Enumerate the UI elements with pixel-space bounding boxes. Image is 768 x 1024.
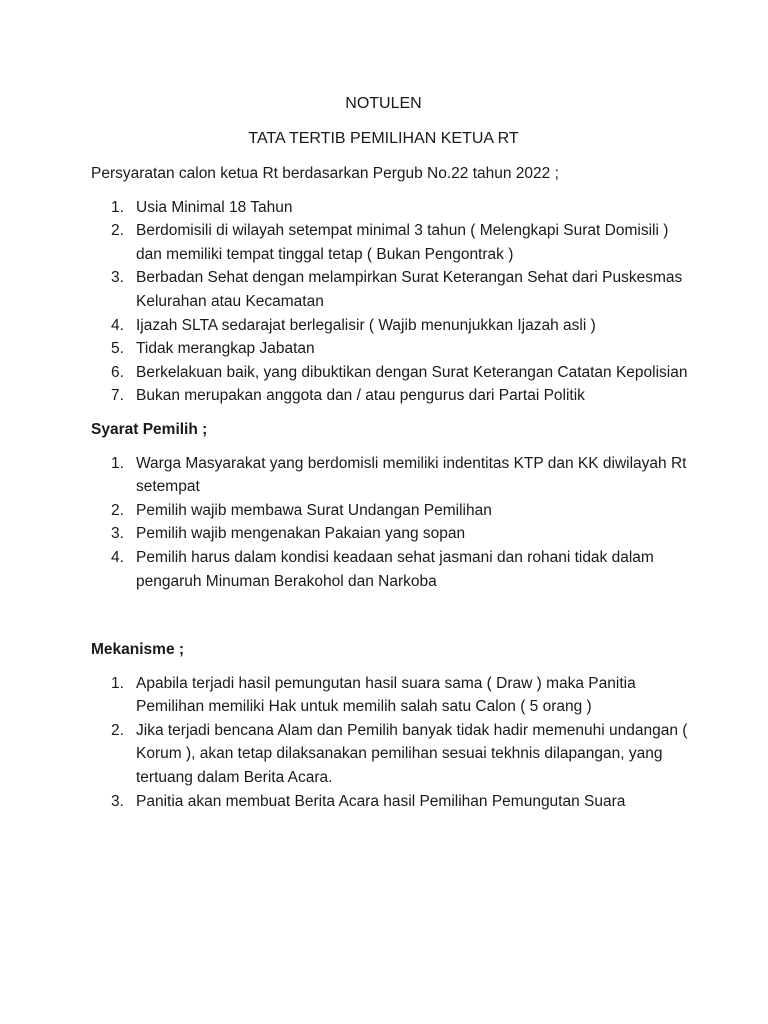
list-item-text: Pemilih harus dalam kondisi keadaan sehat jasmani dan rohani tidak dalam pengaruh Minuman Berakohol dan Narkoba (136, 548, 654, 590)
list-item (91, 314, 691, 338)
list-item-text: Usia Minimal 18 Tahun (136, 198, 293, 216)
voter-requirements-list (91, 452, 691, 594)
list-number: 2. (111, 721, 124, 739)
list-item (91, 522, 691, 546)
list-number: 4. (111, 316, 124, 334)
document-title: NOTULEN (345, 95, 422, 112)
list-number: 4. (111, 548, 124, 566)
list-number: 7. (111, 387, 124, 405)
list-item-text: Jika terjadi bencana Alam dan Pemilih banyak tidak hadir memenuhi undangan ( Korum ), akan tetap dilaksanakan pemilihan sesuai tekhnis dilapangan, yang tertuang dalam Berita Acara. (136, 721, 688, 787)
voter-heading: Syarat Pemilih ; (91, 420, 208, 438)
list-item-text: Berbadan Sehat dengan melampirkan Surat Keterangan Sehat dari Puskesmas Kelurahan atau Kecamatan (136, 269, 683, 310)
list-item-text: Berdomisili di wilayah setempat minimal 3 tahun ( Melengkapi Surat Domisili ) dan memiliki tempat tinggal tetap ( Bukan Pengontrak ) (136, 222, 669, 263)
list-item (91, 546, 691, 593)
list-item-text: Ijazah SLTA sedarajat berlegalisir ( Wajib menunjukkan Ijazah asli ) (136, 316, 596, 334)
list-item-text: Tidak merangkap Jabatan (136, 340, 315, 358)
intro-paragraph: Persyaratan calon ketua Rt berdasarkan Pergub No.22 tahun 2022 ; (91, 165, 559, 182)
list-number: 3. (111, 525, 124, 543)
list-number: 1. (111, 198, 124, 216)
list-item (91, 790, 691, 814)
list-item-text: Bukan merupakan anggota dan / atau pengurus dari Partai Politik (136, 387, 585, 405)
list-item-text: Berkelakuan baik, yang dibuktikan dengan Surat Keterangan Catatan Kepolisian (136, 363, 688, 381)
mechanism-heading: Mekanisme ; (91, 641, 185, 659)
list-number: 3. (111, 792, 124, 810)
document-subtitle: TATA TERTIB PEMILIHAN KETUA RT (248, 130, 519, 147)
list-item (91, 384, 691, 408)
list-number: 1. (111, 674, 124, 692)
list-item (91, 361, 691, 385)
list-item-text: Panitia akan membuat Berita Acara hasil Pemilihan Pemungutan Suara (136, 792, 626, 810)
list-item (91, 196, 691, 220)
list-number: 2. (111, 501, 124, 519)
list-number: 1. (111, 454, 124, 472)
list-number: 5. (111, 340, 124, 358)
list-item (91, 452, 691, 499)
list-item-text: Pemilih wajib mengenakan Pakaian yang sopan (136, 525, 466, 543)
list-item-text: Apabila terjadi hasil pemungutan hasil suara sama ( Draw ) maka Panitia Pemilihan memiliki Hak untuk memilih salah satu Calon ( 5 orang ) (136, 674, 636, 716)
list-item (91, 719, 691, 790)
requirements-list (91, 196, 691, 408)
list-item-text: Pemilih wajib membawa Surat Undangan Pemilihan (136, 501, 492, 519)
document-page (91, 92, 691, 813)
list-number: 2. (111, 222, 124, 240)
list-item (91, 672, 691, 719)
list-number: 3. (111, 269, 124, 287)
list-number: 6. (111, 363, 124, 381)
list-item (91, 337, 691, 361)
list-item-text: Warga Masyarakat yang berdomisli memiliki indentitas KTP dan KK diwilayah Rt setempat (136, 454, 687, 496)
list-item (91, 219, 691, 266)
mechanism-list (91, 672, 691, 814)
list-item (91, 266, 691, 313)
list-item (91, 499, 691, 523)
